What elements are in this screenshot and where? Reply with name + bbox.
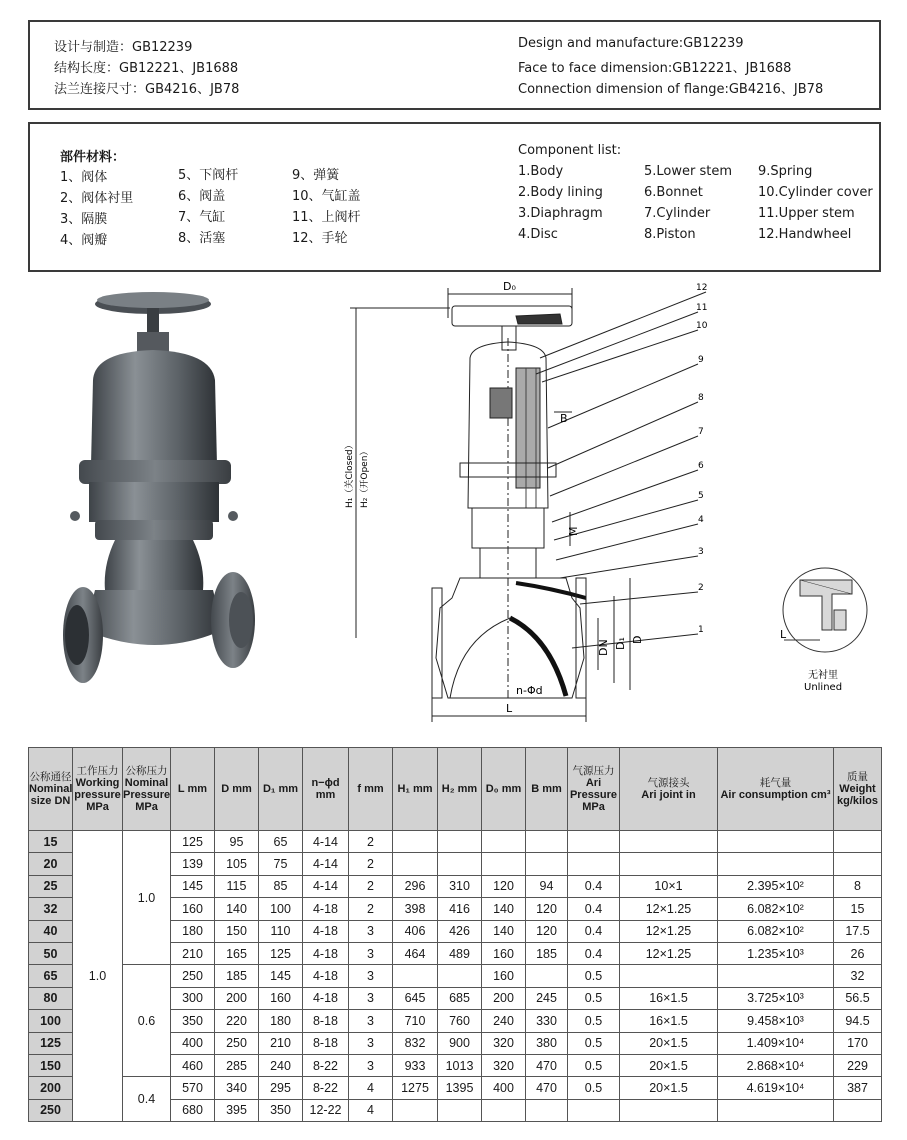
table-cell: 8-22 (303, 1054, 349, 1076)
th-weight: 质量 Weight kg/kilos (834, 748, 882, 831)
table-cell: 12-22 (303, 1099, 349, 1121)
table-cell: 4-18 (303, 920, 349, 942)
h2-label: H₂（开Open） (360, 446, 370, 508)
table-cell: 350 (259, 1099, 303, 1121)
table-cell: 250 (171, 965, 215, 987)
std-en-flange: Connection dimension of flange:GB4216、JB78 (518, 82, 824, 97)
table-body (29, 831, 882, 1122)
table-cell: 0.4 (568, 875, 620, 897)
table-cell: 20×1.5 (620, 1054, 718, 1076)
cn-part: 3、隔膜 (60, 212, 108, 227)
table-cell (718, 853, 834, 875)
table-cell: 489 (438, 942, 482, 964)
table-cell: 416 (438, 898, 482, 920)
th-d: D mm (215, 748, 259, 831)
table-cell: 4.619×10⁴ (718, 1077, 834, 1099)
table-cell: 139 (171, 853, 215, 875)
en-part: 1.Body (518, 164, 564, 179)
table-cell (482, 831, 526, 853)
standards-box (28, 20, 881, 110)
detail-l-label: L (780, 628, 787, 641)
d1-label: D₁ (614, 637, 627, 650)
table-cell (438, 965, 482, 987)
table-cell: 160 (171, 898, 215, 920)
table-cell: 245 (526, 987, 568, 1009)
cell-nominal-pressure: 1.0 (123, 831, 171, 965)
th-d0: D₀ mm (482, 748, 526, 831)
callout-1: 1 (698, 625, 704, 635)
table-cell: 3 (349, 965, 393, 987)
unlined-en-label: Unlined (804, 682, 843, 693)
spec-table (28, 747, 882, 1122)
cn-part: 5、下阀杆 (178, 168, 239, 183)
callout-5: 5 (698, 491, 704, 501)
callout-6: 6 (698, 461, 704, 471)
table-cell: 387 (834, 1077, 882, 1099)
table-cell: 8-18 (303, 1032, 349, 1054)
table-cell: 85 (259, 875, 303, 897)
table-cell: 3 (349, 987, 393, 1009)
th-air-pressure: 气源压力 Ari Pressure MPa (568, 748, 620, 831)
table-cell: 110 (259, 920, 303, 942)
cn-part: 6、阀盖 (178, 189, 226, 204)
table-cell: 145 (259, 965, 303, 987)
cn-part: 8、活塞 (178, 231, 226, 246)
table-cell (568, 1099, 620, 1121)
table-cell: 320 (482, 1032, 526, 1054)
table-cell: 180 (171, 920, 215, 942)
table-cell: 180 (259, 1010, 303, 1032)
dn-label: DN (597, 639, 610, 656)
table-cell: 0.4 (568, 942, 620, 964)
b-label: B (560, 412, 568, 425)
callout-10: 10 (696, 321, 708, 331)
table-cell: 0.5 (568, 965, 620, 987)
callout-7: 7 (698, 427, 704, 437)
table-cell: 426 (438, 920, 482, 942)
table-cell: 32 (834, 965, 882, 987)
th-nominal-pressure: 公称压力 Nominal Pressure MPa (123, 748, 171, 831)
std-en-face: Face to face dimension:GB12221、JB1688 (518, 61, 792, 76)
cell-dn: 200 (29, 1077, 73, 1099)
table-cell (438, 1099, 482, 1121)
m-label: M (567, 526, 580, 536)
table-cell: 120 (482, 875, 526, 897)
table-cell: 2 (349, 875, 393, 897)
table-cell (393, 965, 438, 987)
table-cell: 2 (349, 831, 393, 853)
table-cell: 570 (171, 1077, 215, 1099)
table-cell: 140 (215, 898, 259, 920)
table-cell: 4-18 (303, 898, 349, 920)
table-cell: 240 (482, 1010, 526, 1032)
table-cell: 400 (171, 1032, 215, 1054)
table-cell: 4 (349, 1077, 393, 1099)
table-cell: 160 (482, 965, 526, 987)
components-box (28, 122, 881, 272)
table-cell (718, 1099, 834, 1121)
table-cell: 4-18 (303, 942, 349, 964)
table-cell: 400 (482, 1077, 526, 1099)
table-cell: 26 (834, 942, 882, 964)
table-cell (393, 853, 438, 875)
en-part: 5.Lower stem (644, 164, 733, 179)
th-working-pressure: 工作压力 Working pressure MPa (73, 748, 123, 831)
table-cell: 0.5 (568, 1054, 620, 1076)
en-part: 8.Piston (644, 227, 696, 242)
table-cell: 2.395×10² (718, 875, 834, 897)
nphid-label: n-Φd (516, 684, 543, 697)
table-cell (393, 1099, 438, 1121)
table-cell: 120 (526, 920, 568, 942)
table-cell: 3 (349, 1010, 393, 1032)
cn-part: 12、手轮 (292, 231, 348, 246)
table-cell: 20×1.5 (620, 1032, 718, 1054)
callout-4: 4 (698, 515, 704, 525)
table-cell: 185 (526, 942, 568, 964)
en-part: 2.Body lining (518, 185, 603, 200)
callout-8: 8 (698, 393, 704, 403)
cell-nominal-pressure: 0.4 (123, 1077, 171, 1122)
table-row (29, 965, 882, 987)
table-cell: 20×1.5 (620, 1077, 718, 1099)
cn-part: 4、阀瓣 (60, 233, 108, 248)
callout-9: 9 (698, 355, 704, 365)
cn-part: 7、气缸 (178, 210, 226, 225)
cell-nominal-pressure: 0.6 (123, 965, 171, 1077)
table-cell: 200 (482, 987, 526, 1009)
en-part: 3.Diaphragm (518, 206, 603, 221)
table-cell: 4-14 (303, 875, 349, 897)
table-cell: 685 (438, 987, 482, 1009)
table-cell: 165 (215, 942, 259, 964)
table-cell: 160 (482, 942, 526, 964)
std-en-design: Design and manufacture:GB12239 (518, 36, 744, 51)
cell-dn: 80 (29, 987, 73, 1009)
table-cell: 933 (393, 1054, 438, 1076)
table-cell: 220 (215, 1010, 259, 1032)
valve-section-drawing (340, 278, 730, 728)
table-cell: 6.082×10² (718, 898, 834, 920)
en-part: 7.Cylinder (644, 206, 711, 221)
table-cell (718, 831, 834, 853)
table-cell (526, 965, 568, 987)
table-cell: 56.5 (834, 987, 882, 1009)
table-cell: 115 (215, 875, 259, 897)
cn-part: 11、上阀杆 (292, 210, 361, 225)
table-cell (620, 831, 718, 853)
table-cell: 710 (393, 1010, 438, 1032)
table-cell: 406 (393, 920, 438, 942)
cell-dn: 25 (29, 875, 73, 897)
cn-parts-title: 部件材料： (60, 150, 126, 165)
cell-dn: 50 (29, 942, 73, 964)
table-cell (620, 1099, 718, 1121)
table-cell: 1395 (438, 1077, 482, 1099)
callout-3: 3 (698, 547, 704, 557)
en-part: 11.Upper stem (758, 206, 855, 221)
table-cell: 2 (349, 853, 393, 875)
table-cell: 2 (349, 898, 393, 920)
table-cell: 229 (834, 1054, 882, 1076)
th-air-joint: 气源接头 Ari joint in (620, 748, 718, 831)
table-cell: 16×1.5 (620, 1010, 718, 1032)
table-cell: 8 (834, 875, 882, 897)
h1-label: H₁（关Closed） (345, 440, 355, 508)
cell-dn: 150 (29, 1054, 73, 1076)
callout-12: 12 (696, 283, 708, 293)
table-cell: 145 (171, 875, 215, 897)
table-cell: 6.082×10² (718, 920, 834, 942)
table-cell: 4 (349, 1099, 393, 1121)
cn-part: 2、阀体衬里 (60, 191, 134, 206)
table-cell: 350 (171, 1010, 215, 1032)
cell-working-pressure: 1.0 (73, 831, 123, 1122)
th-dn: 公称通径 Nominal size DN (29, 748, 73, 831)
table-cell: 0.4 (568, 920, 620, 942)
th-l: L mm (171, 748, 215, 831)
valve-photo (55, 290, 270, 720)
th-nphid: n−ϕd mm (303, 748, 349, 831)
table-cell: 760 (438, 1010, 482, 1032)
table-cell: 3 (349, 920, 393, 942)
table-cell (568, 831, 620, 853)
d0-label: D₀ (503, 280, 516, 293)
en-part: 4.Disc (518, 227, 558, 242)
cell-dn: 250 (29, 1099, 73, 1121)
en-part: 12.Handwheel (758, 227, 852, 242)
d-label: D (631, 635, 644, 644)
table-row (29, 831, 882, 853)
table-cell: 0.5 (568, 1010, 620, 1032)
table-cell: 160 (259, 987, 303, 1009)
cn-part: 9、弹簧 (292, 168, 340, 183)
table-cell: 240 (259, 1054, 303, 1076)
table-cell: 65 (259, 831, 303, 853)
std-cn-design: 设计与制造：GB12239 (54, 40, 193, 55)
table-cell: 310 (438, 875, 482, 897)
table-cell: 120 (526, 898, 568, 920)
table-cell: 900 (438, 1032, 482, 1054)
table-cell: 9.458×10³ (718, 1010, 834, 1032)
th-d1: D₁ mm (259, 748, 303, 831)
table-cell: 94 (526, 875, 568, 897)
table-cell: 140 (482, 920, 526, 942)
table-cell: 3.725×10³ (718, 987, 834, 1009)
table-cell: 3 (349, 1032, 393, 1054)
std-cn-flange: 法兰连接尺寸：GB4216、JB78 (54, 82, 240, 97)
table-cell: 185 (215, 965, 259, 987)
table-cell: 140 (482, 898, 526, 920)
table-cell (834, 853, 882, 875)
table-cell: 200 (215, 987, 259, 1009)
th-air-consumption: 耗气量 Air consumption cm³ (718, 748, 834, 831)
th-b: B mm (526, 748, 568, 831)
table-cell (438, 853, 482, 875)
table-cell (526, 1099, 568, 1121)
table-cell (834, 831, 882, 853)
table-cell: 380 (526, 1032, 568, 1054)
table-header-row (29, 748, 882, 831)
table-cell: 1.235×10³ (718, 942, 834, 964)
table-cell: 1013 (438, 1054, 482, 1076)
table-cell: 680 (171, 1099, 215, 1121)
table-cell: 4-18 (303, 965, 349, 987)
th-h2: H₂ mm (438, 748, 482, 831)
en-part: 6.Bonnet (644, 185, 703, 200)
unlined-cn-label: 无衬里 (808, 670, 838, 681)
en-part: 9.Spring (758, 164, 813, 179)
table-cell: 300 (171, 987, 215, 1009)
cell-dn: 20 (29, 853, 73, 875)
table-cell: 8-18 (303, 1010, 349, 1032)
table-cell: 4-14 (303, 831, 349, 853)
table-cell: 340 (215, 1077, 259, 1099)
table-row (29, 1077, 882, 1099)
table-cell: 12×1.25 (620, 898, 718, 920)
table-cell: 125 (259, 942, 303, 964)
table-cell: 0.5 (568, 1077, 620, 1099)
table-cell: 4-18 (303, 987, 349, 1009)
table-cell (482, 1099, 526, 1121)
table-cell: 170 (834, 1032, 882, 1054)
table-cell (718, 965, 834, 987)
table-cell: 12×1.25 (620, 942, 718, 964)
table-cell: 296 (393, 875, 438, 897)
table-cell: 295 (259, 1077, 303, 1099)
table-cell: 0.5 (568, 1032, 620, 1054)
th-h1: H₁ mm (393, 748, 438, 831)
table-cell (620, 853, 718, 875)
th-f: f mm (349, 748, 393, 831)
table-cell: 470 (526, 1054, 568, 1076)
table-cell: 832 (393, 1032, 438, 1054)
table-cell: 2.868×10⁴ (718, 1054, 834, 1076)
table-cell (482, 853, 526, 875)
table-cell: 105 (215, 853, 259, 875)
table-cell (568, 853, 620, 875)
table-cell: 3 (349, 1054, 393, 1076)
callout-11: 11 (696, 303, 708, 313)
table-cell: 210 (259, 1032, 303, 1054)
table-cell: 8-22 (303, 1077, 349, 1099)
cell-dn: 65 (29, 965, 73, 987)
table-cell: 150 (215, 920, 259, 942)
l-label: L (506, 702, 513, 715)
table-cell: 0.4 (568, 898, 620, 920)
table-cell: 320 (482, 1054, 526, 1076)
en-parts-title: Component list: (518, 143, 622, 158)
cell-dn: 100 (29, 1010, 73, 1032)
table-cell (526, 853, 568, 875)
table-cell: 3 (349, 942, 393, 964)
table-cell: 395 (215, 1099, 259, 1121)
table-cell: 460 (171, 1054, 215, 1076)
table-cell: 398 (393, 898, 438, 920)
table-cell: 17.5 (834, 920, 882, 942)
table-cell: 75 (259, 853, 303, 875)
table-cell (526, 831, 568, 853)
table-cell: 12×1.25 (620, 920, 718, 942)
table-cell (620, 965, 718, 987)
table-cell: 10×1 (620, 875, 718, 897)
callout-2: 2 (698, 583, 704, 593)
table-cell: 285 (215, 1054, 259, 1076)
en-part: 10.Cylinder cover (758, 185, 873, 200)
std-cn-face: 结构长度：GB12221、JB1688 (54, 61, 239, 76)
table-cell: 95 (215, 831, 259, 853)
table-cell: 330 (526, 1010, 568, 1032)
table-cell: 470 (526, 1077, 568, 1099)
table-cell (438, 831, 482, 853)
cn-part: 1、阀体 (60, 170, 108, 185)
cell-dn: 125 (29, 1032, 73, 1054)
table-cell: 1.409×10⁴ (718, 1032, 834, 1054)
cell-dn: 40 (29, 920, 73, 942)
table-cell: 0.5 (568, 987, 620, 1009)
table-cell: 250 (215, 1032, 259, 1054)
cell-dn: 32 (29, 898, 73, 920)
table-cell: 4-14 (303, 853, 349, 875)
table-cell: 100 (259, 898, 303, 920)
table-cell: 94.5 (834, 1010, 882, 1032)
table-cell (834, 1099, 882, 1121)
table-cell: 464 (393, 942, 438, 964)
table-cell (393, 831, 438, 853)
cn-part: 10、气缸盖 (292, 189, 361, 204)
table-cell: 1275 (393, 1077, 438, 1099)
table-cell: 125 (171, 831, 215, 853)
table-cell: 15 (834, 898, 882, 920)
unlined-detail (770, 560, 880, 700)
table-cell: 210 (171, 942, 215, 964)
cell-dn: 15 (29, 831, 73, 853)
table-cell: 16×1.5 (620, 987, 718, 1009)
table-cell: 645 (393, 987, 438, 1009)
